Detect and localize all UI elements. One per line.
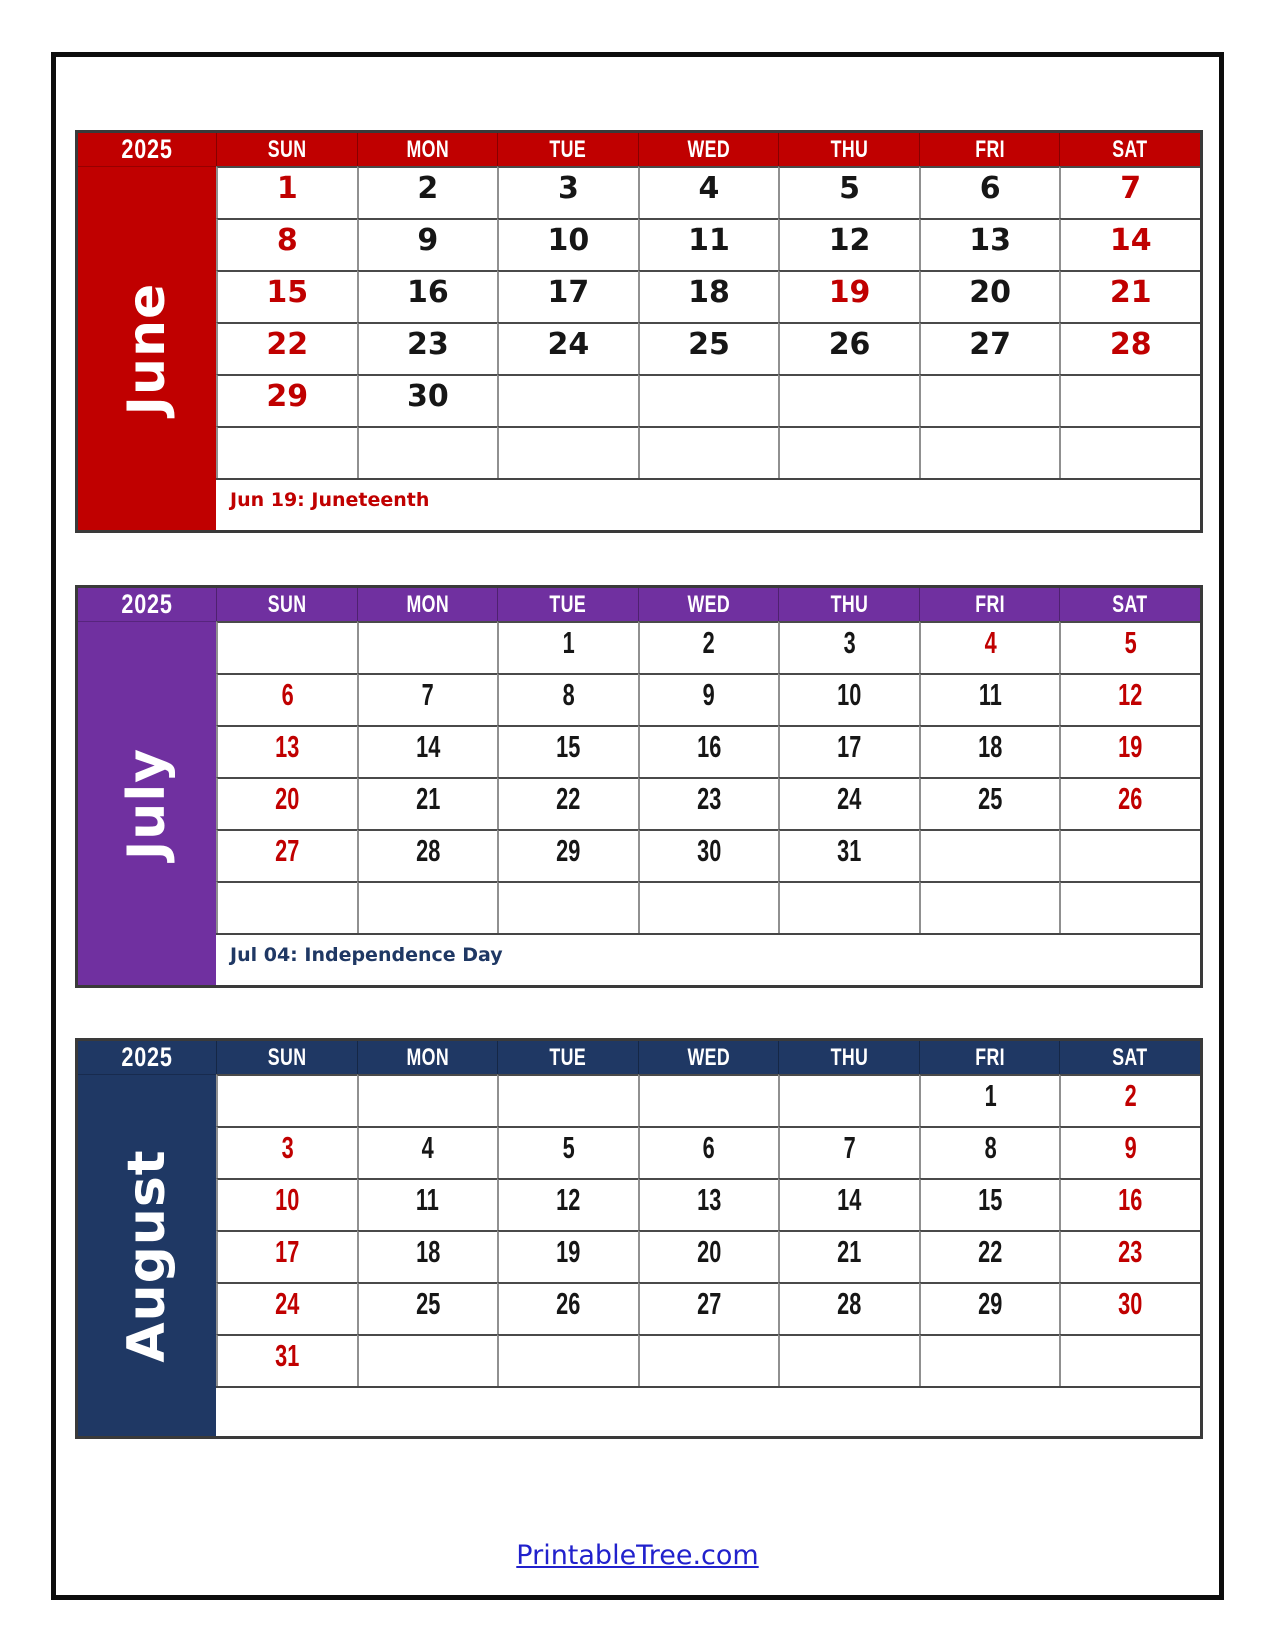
day-cell: 3: [216, 1126, 357, 1178]
day-cell: 10: [497, 218, 638, 270]
day-cell: 3: [778, 621, 919, 673]
day-cell: [778, 374, 919, 426]
day-cell: 11: [919, 673, 1060, 725]
day-cell: 18: [357, 1230, 498, 1282]
year-label: [78, 1041, 216, 1074]
day-cell: [497, 374, 638, 426]
day-cell: 25: [357, 1282, 498, 1334]
day-cell: 9: [1059, 1126, 1200, 1178]
holiday-note: Jun 19: Juneteenth: [216, 478, 1200, 530]
day-cell: 2: [1059, 1074, 1200, 1126]
day-cell: 3: [497, 166, 638, 218]
day-header-mon: MON: [357, 1041, 498, 1074]
day-cell: 30: [1059, 1282, 1200, 1334]
month-july: [75, 585, 1203, 988]
day-cell: [216, 426, 357, 478]
day-cell: 25: [919, 777, 1060, 829]
day-cell: 16: [1059, 1178, 1200, 1230]
day-cell: 21: [1059, 270, 1200, 322]
day-cell: 20: [638, 1230, 779, 1282]
day-cell: [919, 426, 1060, 478]
day-cell: 28: [357, 829, 498, 881]
day-header-tue: TUE: [497, 1041, 638, 1074]
day-cell: [216, 1074, 357, 1126]
month-band: [78, 1074, 216, 1436]
day-cell: [216, 881, 357, 933]
day-cell: [638, 374, 779, 426]
holiday-note: Jul 04: Independence Day: [216, 933, 1200, 985]
day-cell: 23: [638, 777, 779, 829]
day-cell: [357, 1334, 498, 1386]
year-text: 2025: [121, 589, 173, 619]
day-cell: [357, 881, 498, 933]
year-label: [78, 133, 216, 166]
year-label: [78, 588, 216, 621]
day-cell: [1059, 426, 1200, 478]
month-august: [75, 1038, 1203, 1439]
day-header-sun: SUN: [216, 1041, 357, 1074]
day-cell: 26: [778, 322, 919, 374]
day-cell: 15: [919, 1178, 1060, 1230]
day-cell: 30: [357, 374, 498, 426]
day-cell: [357, 621, 498, 673]
day-header-sat: SAT: [1059, 588, 1200, 621]
day-cell: 23: [357, 322, 498, 374]
day-cell: [497, 1334, 638, 1386]
day-cell: 2: [357, 166, 498, 218]
day-cell: 27: [919, 322, 1060, 374]
day-cell: 2: [638, 621, 779, 673]
day-header-fri: FRI: [919, 588, 1060, 621]
day-cell: 20: [919, 270, 1060, 322]
day-cell: 14: [1059, 218, 1200, 270]
day-cell: [216, 621, 357, 673]
day-cell: [778, 426, 919, 478]
month-june: [75, 130, 1203, 533]
day-cell: 26: [1059, 777, 1200, 829]
month-band: [78, 166, 216, 530]
day-header-wed: WED: [638, 133, 779, 166]
day-cell: [1059, 829, 1200, 881]
day-cell: 27: [216, 829, 357, 881]
day-header-sun: SUN: [216, 133, 357, 166]
day-cell: 4: [357, 1126, 498, 1178]
day-cell: 16: [357, 270, 498, 322]
day-cell: 15: [497, 725, 638, 777]
day-cell: [497, 1074, 638, 1126]
day-cell: [357, 1074, 498, 1126]
day-cell: [1059, 881, 1200, 933]
day-cell: 24: [497, 322, 638, 374]
day-cell: 22: [919, 1230, 1060, 1282]
month-band: [78, 621, 216, 985]
day-cell: 8: [216, 218, 357, 270]
month-name: June: [117, 282, 177, 415]
day-cell: [357, 426, 498, 478]
day-cell: 31: [778, 829, 919, 881]
day-cell: 10: [216, 1178, 357, 1230]
day-cell: [1059, 1334, 1200, 1386]
day-cell: [638, 1074, 779, 1126]
day-cell: 19: [778, 270, 919, 322]
day-cell: [778, 881, 919, 933]
day-header-tue: TUE: [497, 133, 638, 166]
day-cell: 25: [638, 322, 779, 374]
footer-link[interactable]: PrintableTree.com: [516, 1540, 759, 1571]
month-name: July: [117, 747, 177, 860]
day-cell: 5: [1059, 621, 1200, 673]
day-cell: [778, 1334, 919, 1386]
year-text: 2025: [121, 134, 173, 164]
day-cell: 12: [1059, 673, 1200, 725]
day-cell: 29: [497, 829, 638, 881]
day-header-sat: SAT: [1059, 1041, 1200, 1074]
day-cell: 1: [497, 621, 638, 673]
day-cell: 28: [1059, 322, 1200, 374]
day-cell: 4: [919, 621, 1060, 673]
day-cell: 24: [216, 1282, 357, 1334]
day-cell: 31: [216, 1334, 357, 1386]
day-cell: 20: [216, 777, 357, 829]
day-cell: 12: [497, 1178, 638, 1230]
day-cell: 19: [497, 1230, 638, 1282]
day-cell: [638, 1334, 779, 1386]
day-header-thu: THU: [778, 1041, 919, 1074]
day-cell: 17: [216, 1230, 357, 1282]
day-cell: 6: [919, 166, 1060, 218]
day-cell: 29: [216, 374, 357, 426]
day-header-sat: SAT: [1059, 133, 1200, 166]
day-cell: 7: [1059, 166, 1200, 218]
day-header-wed: WED: [638, 1041, 779, 1074]
day-cell: 13: [919, 218, 1060, 270]
day-cell: 10: [778, 673, 919, 725]
day-cell: [919, 881, 1060, 933]
day-cell: 29: [919, 1282, 1060, 1334]
day-cell: 21: [357, 777, 498, 829]
day-cell: 18: [919, 725, 1060, 777]
day-cell: 17: [778, 725, 919, 777]
day-cell: 15: [216, 270, 357, 322]
day-cell: 26: [497, 1282, 638, 1334]
day-cell: 22: [216, 322, 357, 374]
year-text: 2025: [121, 1042, 173, 1072]
day-cell: 9: [357, 218, 498, 270]
day-cell: 13: [638, 1178, 779, 1230]
day-cell: 6: [216, 673, 357, 725]
day-header-thu: THU: [778, 133, 919, 166]
day-cell: 7: [778, 1126, 919, 1178]
day-cell: 5: [778, 166, 919, 218]
day-cell: 13: [216, 725, 357, 777]
day-cell: 11: [638, 218, 779, 270]
day-cell: 4: [638, 166, 779, 218]
day-cell: 28: [778, 1282, 919, 1334]
day-cell: 30: [638, 829, 779, 881]
day-cell: 27: [638, 1282, 779, 1334]
day-header-wed: WED: [638, 588, 779, 621]
day-cell: [919, 374, 1060, 426]
day-header-fri: FRI: [919, 133, 1060, 166]
day-cell: 8: [919, 1126, 1060, 1178]
day-cell: 14: [357, 725, 498, 777]
day-cell: 5: [497, 1126, 638, 1178]
day-cell: 12: [778, 218, 919, 270]
day-header-fri: FRI: [919, 1041, 1060, 1074]
holiday-note: [216, 1386, 1200, 1436]
day-cell: 23: [1059, 1230, 1200, 1282]
day-header-sun: SUN: [216, 588, 357, 621]
day-cell: 8: [497, 673, 638, 725]
day-cell: 19: [1059, 725, 1200, 777]
day-cell: [919, 829, 1060, 881]
day-cell: [778, 1074, 919, 1126]
day-cell: [497, 426, 638, 478]
day-cell: 11: [357, 1178, 498, 1230]
day-cell: 6: [638, 1126, 779, 1178]
day-header-thu: THU: [778, 588, 919, 621]
day-cell: [1059, 374, 1200, 426]
day-cell: [497, 881, 638, 933]
day-cell: 16: [638, 725, 779, 777]
day-header-mon: MON: [357, 133, 498, 166]
day-cell: 18: [638, 270, 779, 322]
day-cell: 7: [357, 673, 498, 725]
day-cell: [638, 881, 779, 933]
day-header-tue: TUE: [497, 588, 638, 621]
day-cell: 21: [778, 1230, 919, 1282]
footer: [0, 1540, 1275, 1571]
day-cell: 17: [497, 270, 638, 322]
day-cell: 1: [216, 166, 357, 218]
day-header-mon: MON: [357, 588, 498, 621]
month-name: August: [117, 1148, 177, 1363]
day-cell: 14: [778, 1178, 919, 1230]
day-cell: 9: [638, 673, 779, 725]
day-cell: [638, 426, 779, 478]
day-cell: [919, 1334, 1060, 1386]
day-cell: 1: [919, 1074, 1060, 1126]
day-cell: 22: [497, 777, 638, 829]
day-cell: 24: [778, 777, 919, 829]
